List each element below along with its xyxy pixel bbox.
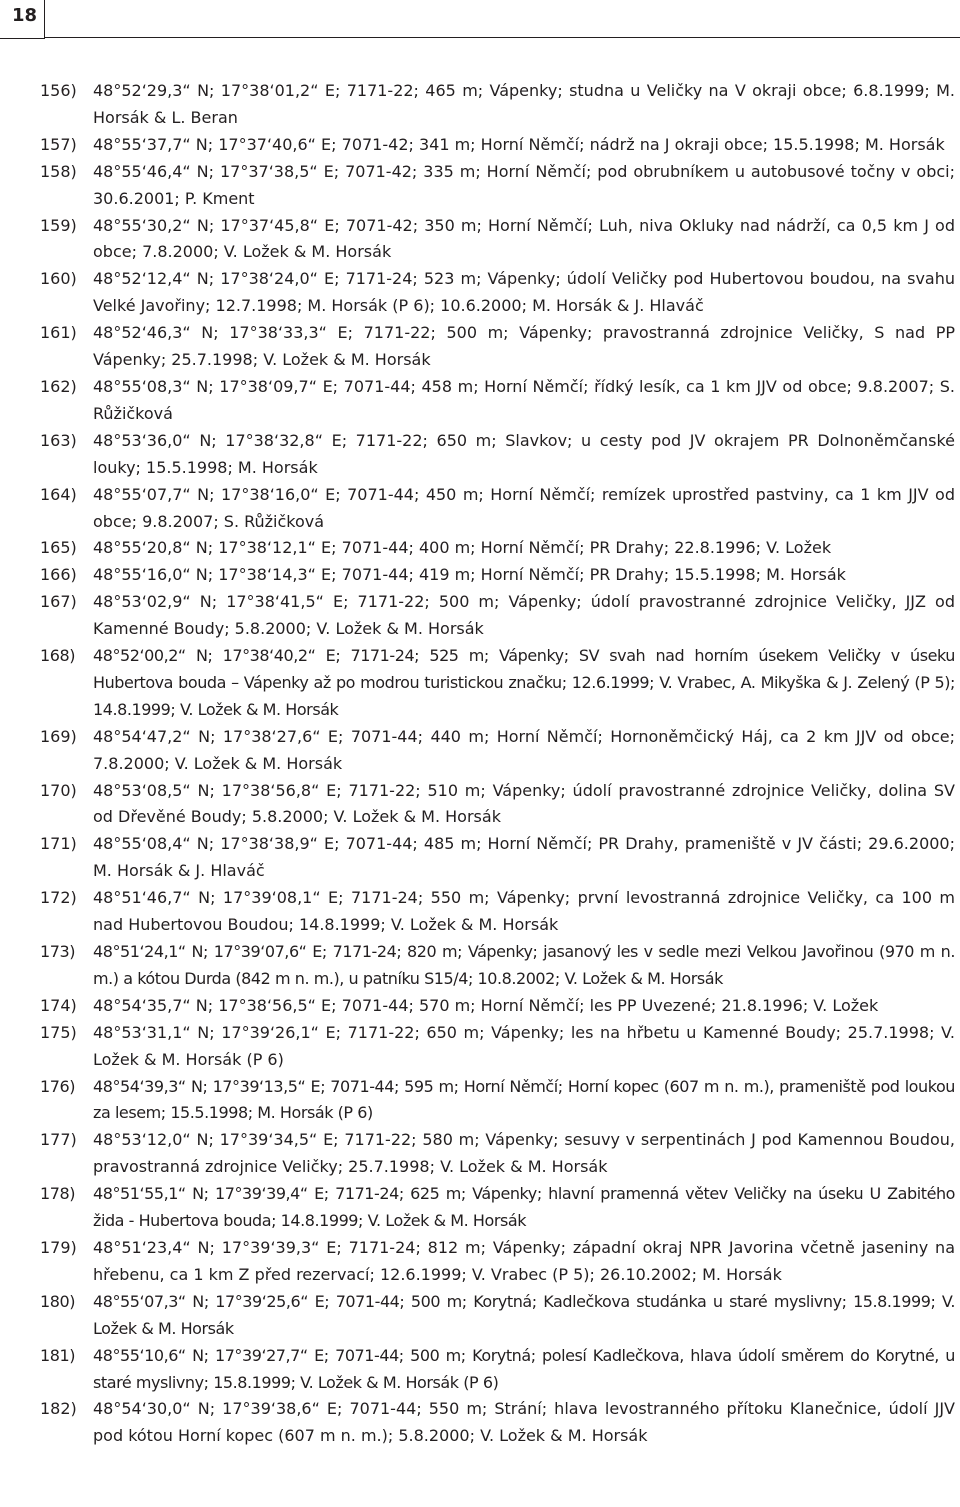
entry-text: 48°52‘29,3“ N; 17°38‘01,2“ E; 7171-22; 465 m; Vápenky; studna u Veličky na V okraji obce; 6.8.1999; M. Horsák & L. Beran	[93, 81, 955, 127]
locality-entry	[40, 1127, 955, 1181]
locality-entry	[40, 643, 955, 724]
entry-text: 48°55‘37,7“ N; 17°37‘40,6“ E; 7071-42; 341 m; Horní Němčí; nádrž na J okraji obce; 15.5.1998; M. Horsák	[93, 134, 945, 154]
entry-text: 48°54‘47,2“ N; 17°38‘27,6“ E; 7071-44; 440 m; Horní Němčí; Hornoněmčický Háj, ca 2 km JJV od obce; 7.8.2000; V. Ložek & M. Horsák	[93, 726, 955, 773]
entry-number: 170)	[40, 780, 77, 800]
page-number-box	[0, 0, 45, 39]
entry-text: 48°55‘07,7“ N; 17°38‘16,0“ E; 7071-44; 450 m; Horní Němčí; remízek uprostřed pastviny, ca 1 km JJV od obce; 9.8.2007; S. Růžičková	[93, 484, 955, 531]
locality-entry	[40, 266, 955, 320]
entry-number: 180)	[40, 1291, 75, 1311]
locality-entry	[40, 1396, 955, 1450]
entry-text: 48°53‘08,5“ N; 17°38‘56,8“ E; 7171-22; 510 m; Vápenky; údolí pravostranné zdrojnice Veličky, dolina SV od Dřevěné Boudy; 5.8.2000; V. Ložek & M. Horsák	[93, 780, 955, 827]
locality-entry	[40, 1343, 955, 1397]
locality-entry	[40, 78, 955, 132]
entry-text: 48°55‘20,8“ N; 17°38‘12,1“ E; 7071-44; 400 m; Horní Němčí; PR Drahy; 22.8.1996; V. Ložek	[93, 538, 832, 558]
entry-number: 179)	[40, 1237, 77, 1257]
entry-text: 48°55‘07,3“ N; 17°39‘25,6“ E; 7071-44; 500 m; Korytná; Kadlečkova studánka u staré myslivny; 15.8.1999; V. Ložek & M. Horsák	[93, 1291, 955, 1338]
entry-number: 168)	[40, 646, 75, 666]
entry-text: 48°55‘16,0“ N; 17°38‘14,3“ E; 7071-44; 419 m; Horní Němčí; PR Drahy; 15.5.1998; M. Horsák	[93, 565, 846, 585]
header-rule	[44, 37, 960, 38]
entry-text: 48°54‘39,3“ N; 17°39‘13,5“ E; 7071-44; 595 m; Horní Němčí; Horní kopec (607 m n. m.), prameniště pod loukou za lesem; 15.5.1998; M. Horsák (P 6)	[93, 1076, 955, 1123]
entry-text: 48°53‘36,0“ N; 17°38‘32,8“ E; 7171-22; 650 m; Slavkov; u cesty pod JV okrajem PR Dolnoněmčanské louky; 15.5.1998; M. Horsák	[93, 430, 955, 477]
entry-number: 158)	[40, 161, 77, 181]
entry-number: 156)	[40, 81, 77, 100]
entry-text: 48°54‘30,0“ N; 17°39‘38,6“ E; 7071-44; 550 m; Strání; hlava levostranného přítoku Klanečnice, údolí JJV pod kótou Horní kopec (607 m n. m.); 5.8.2000; V. Ložek & M. Horsák	[93, 1399, 955, 1446]
locality-entry	[40, 885, 955, 939]
locality-entry	[40, 562, 955, 589]
locality-entry	[40, 589, 955, 643]
locality-list	[40, 78, 955, 1450]
locality-entry	[40, 831, 955, 885]
locality-entry	[40, 1181, 955, 1235]
entry-text: 48°51‘46,7“ N; 17°39‘08,1“ E; 7171-24; 550 m; Vápenky; první levostranná zdrojnice Veličky, ca 100 m nad Hubertovou Boudou; 14.8.1999; V. Ložek & M. Horsák	[93, 888, 955, 935]
locality-entry	[40, 1074, 955, 1128]
entry-number: 164)	[40, 484, 77, 504]
entry-text: 48°52‘46,3“ N; 17°38‘33,3“ E; 7171-22; 500 m; Vápenky; pravostranná zdrojnice Veličky, S nad PP Vápenky; 25.7.1998; V. Ložek & M. Horsák	[93, 323, 955, 370]
entry-number: 182)	[40, 1399, 77, 1419]
locality-entry	[40, 778, 955, 832]
entry-number: 171)	[40, 834, 77, 854]
entry-number: 161)	[40, 323, 77, 343]
entry-text: 48°53‘31,1“ N; 17°39‘26,1“ E; 7171-22; 650 m; Vápenky; les na hřbetu u Kamenné Boudy; 25.7.1998; V. Ložek & M. Horsák (P 6)	[93, 1022, 955, 1069]
entry-text: 48°55‘30,2“ N; 17°37‘45,8“ E; 7071-42; 350 m; Horní Němčí; Luh, niva Okluky nad nádrží, ca 0,5 km J od obce; 7.8.2000; V. Ložek & M. Horsák	[93, 215, 955, 262]
locality-entry	[40, 724, 955, 778]
entry-text: 48°53‘12,0“ N; 17°39‘34,5“ E; 7171-22; 580 m; Vápenky; sesuvy v serpentinách J pod Kamennou Boudou, pravostranná zdrojnice Veličky; 25.7.1998; V. Ložek & M. Horsák	[93, 1130, 955, 1177]
entry-text: 48°55‘10,6“ N; 17°39‘27,7“ E; 7071-44; 500 m; Korytná; polesí Kadlečkova, hlava údolí směrem do Korytné, u staré myslivny; 15.8.1999; V. Ložek & M. Horsák (P 6)	[93, 1345, 955, 1392]
locality-entry	[40, 482, 955, 536]
locality-entry	[40, 159, 955, 213]
locality-entry	[40, 428, 955, 482]
entry-number: 175)	[40, 1022, 77, 1042]
locality-entry	[40, 1020, 955, 1074]
entry-number: 177)	[40, 1130, 77, 1150]
entry-text: 48°54‘35,7“ N; 17°38‘56,5“ E; 7071-44; 570 m; Horní Němčí; les PP Uvezené; 21.8.1996; V. Ložek	[93, 995, 879, 1015]
entry-text: 48°55‘46,4“ N; 17°37‘38,5“ E; 7071-42; 335 m; Horní Němčí; pod obrubníkem u autobusové točny v obci; 30.6.2001; P. Kment	[93, 161, 955, 208]
entry-text: 48°51‘55,1“ N; 17°39‘39,4“ E; 7171-24; 625 m; Vápenky; hlavní pramenná větev Veličky na úseku U Zabitého žida - Hubertova bouda; 14.8.1999; V. Ložek & M. Horsák	[93, 1184, 955, 1231]
entry-number: 174)	[40, 995, 77, 1015]
entry-text: 48°53‘02,9“ N; 17°38‘41,5“ E; 7171-22; 500 m; Vápenky; údolí pravostranné zdrojnice Veličky, JJZ od Kamenné Boudy; 5.8.2000; V. Ložek & M. Horsák	[93, 592, 955, 639]
entry-number: 169)	[40, 726, 77, 746]
locality-entry	[40, 1235, 955, 1289]
locality-entry	[40, 374, 955, 428]
entry-number: 172)	[40, 888, 77, 908]
entry-number: 162)	[40, 376, 77, 396]
entry-number: 159)	[40, 215, 77, 235]
locality-entry	[40, 993, 955, 1020]
entry-text: 48°55‘08,3“ N; 17°38‘09,7“ E; 7071-44; 458 m; Horní Němčí; řídký lesík, ca 1 km JJV od obce; 9.8.2007; S. Růžičková	[93, 376, 955, 423]
entry-text: 48°52‘00,2“ N; 17°38‘40,2“ E; 7171-24; 525 m; Vápenky; SV svah nad horním úsekem Veličky v úseku Hubertova bouda – Vápenky až po modrou turistickou značku; 12.6.1999; V. Vrabec, A. Mikyška & J. Zelený (P 5); 14.8.1999; V. Ložek & M. Horsák	[93, 646, 955, 719]
locality-entry	[40, 213, 955, 267]
entry-number: 160)	[40, 269, 77, 289]
entry-number: 173)	[40, 942, 75, 961]
entry-number: 181)	[40, 1345, 75, 1365]
entry-text: 48°51‘23,4“ N; 17°39‘39,3“ E; 7171-24; 812 m; Vápenky; západní okraj NPR Javorina včetně jaseniny na hřebenu, ca 1 km Z před rezervací; 12.6.1999; V. Vrabec (P 5); 26.10.2002; M. Horsák	[93, 1237, 955, 1284]
entry-number: 176)	[40, 1076, 75, 1096]
locality-entry	[40, 939, 955, 993]
locality-entry	[40, 132, 955, 159]
locality-entry	[40, 320, 955, 374]
entry-number: 167)	[40, 592, 77, 612]
locality-entry	[40, 1289, 955, 1343]
locality-entry	[40, 535, 955, 562]
entry-number: 178)	[40, 1184, 75, 1204]
entry-number: 166)	[40, 565, 77, 585]
entry-text: 48°55‘08,4“ N; 17°38‘38,9“ E; 7071-44; 485 m; Horní Němčí; PR Drahy, prameniště v JV části; 29.6.2000; M. Horsák & J. Hlaváč	[93, 834, 955, 881]
entry-number: 165)	[40, 538, 77, 558]
entry-text: 48°52‘12,4“ N; 17°38‘24,0“ E; 7171-24; 523 m; Vápenky; údolí Veličky pod Hubertovou boudou, na svahu Velké Javořiny; 12.7.1998; M. Horsák (P 6); 10.6.2000; M. Horsák & J. Hlaváč	[93, 269, 955, 316]
entry-text: 48°51‘24,1“ N; 17°39‘07,6“ E; 7171-24; 820 m; Vápenky; jasanový les v sedle mezi Velkou Javořinou (970 m n. m.) a kótou Durda (842 m n. m.), u patníku S15/4; 10.8.2002; V. Ložek & M. Horsák	[93, 942, 955, 988]
entry-number: 157)	[40, 134, 77, 154]
page-number: 18	[12, 5, 38, 26]
entry-number: 163)	[40, 430, 77, 450]
